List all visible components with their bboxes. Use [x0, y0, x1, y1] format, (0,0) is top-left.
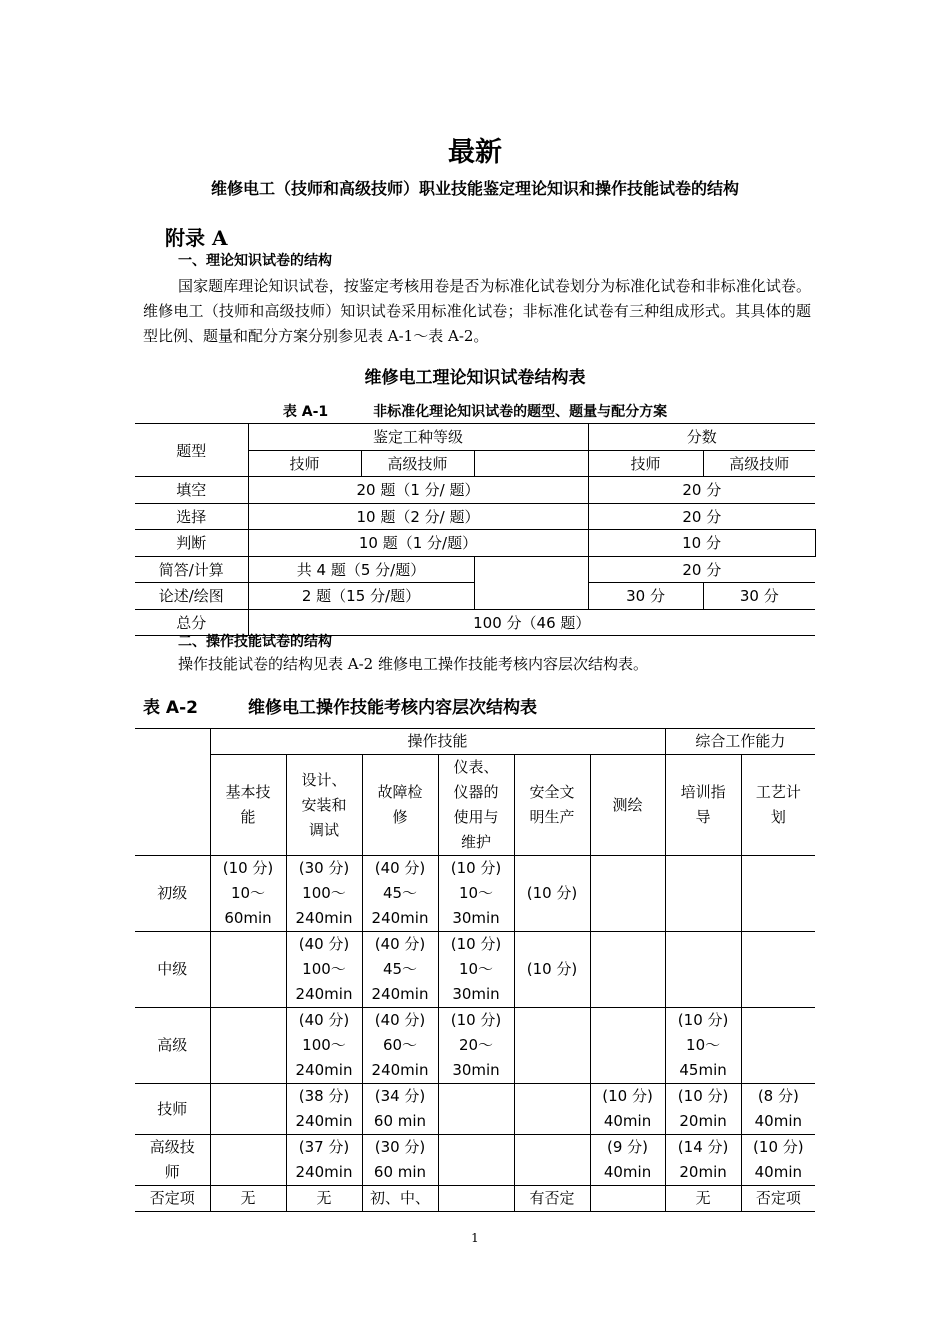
- page-title: 最新: [448, 137, 502, 168]
- score-cell: (10 分) 20min: [665, 1084, 741, 1135]
- table-row: [135, 932, 815, 1008]
- level-cell: 高级: [135, 1008, 210, 1084]
- table-row: [135, 477, 815, 504]
- table-row: [135, 856, 815, 932]
- score-cell: (40 分) 100～ 240min: [286, 932, 362, 1008]
- score-cell: [514, 1084, 590, 1135]
- header-level-blank: [474, 450, 588, 477]
- score-cell: (8 分) 40min: [741, 1084, 815, 1135]
- score-cell: 10 分: [588, 530, 815, 557]
- section1-paragraph: 国家题库理论知识试卷，按鉴定考核用卷是否为标准化试卷划分为标准化试卷和非标准化试卷。维修电工（技师和高级技师）知识试卷采用标准化试卷；非标准化试卷有三种组成形式。其具体的题型比例、题量和配分方案分别参见表 A-1～表 A-2。: [143, 277, 811, 345]
- score-cell: [590, 932, 665, 1008]
- score-cell: 20 分: [588, 503, 815, 530]
- level-cell: 技师: [135, 1084, 210, 1135]
- score-cell: (10 分): [514, 932, 590, 1008]
- score-cell: [438, 1135, 514, 1186]
- column-header: 设计、 安装和 调试: [286, 755, 362, 856]
- score-tech-cell: 30 分: [588, 583, 703, 610]
- page-number: 1: [471, 1231, 479, 1245]
- section1-heading: 一、理论知识试卷的结构: [178, 253, 332, 269]
- score-cell: [590, 1008, 665, 1084]
- count-cell: 20 题（1 分/ 题）: [248, 477, 588, 504]
- table2-caption-number: 表 A-2: [143, 698, 198, 718]
- table1: [135, 423, 816, 636]
- score-cell: (40 分) 45～ 240min: [362, 856, 438, 932]
- table-row: [135, 1186, 815, 1212]
- table-row: [135, 1008, 815, 1084]
- score-cell: [210, 1008, 286, 1084]
- table-row: [135, 424, 815, 451]
- score-cell: 无: [210, 1186, 286, 1212]
- score-cell: (10 分) 40min: [741, 1135, 815, 1186]
- score-cell: 否定项: [741, 1186, 815, 1212]
- column-header: 基本技 能: [210, 755, 286, 856]
- table-row: [135, 729, 815, 755]
- table-row: [135, 1084, 815, 1135]
- score-cell: [438, 1084, 514, 1135]
- score-cell: 无: [665, 1186, 741, 1212]
- score-cell: (10 分) 10～ 30min: [438, 856, 514, 932]
- score-cell: (10 分) 20～ 30min: [438, 1008, 514, 1084]
- score-cell: (10 分) 10～ 60min: [210, 856, 286, 932]
- table1-caption-number: 表 A-1: [282, 404, 329, 420]
- score-cell: (10 分) 40min: [590, 1084, 665, 1135]
- score-cell: 20 分: [588, 556, 815, 583]
- table2: [135, 728, 815, 1212]
- table2-caption: [143, 693, 537, 718]
- score-cell: [438, 1186, 514, 1212]
- score-cell: (40 分) 100～ 240min: [286, 1008, 362, 1084]
- count-cell: 10 题（2 分/ 题）: [248, 503, 588, 530]
- corner-cell: [135, 729, 210, 856]
- type-cell: 填空: [135, 477, 248, 504]
- score-cell: 有否定: [514, 1186, 590, 1212]
- table-row: [135, 530, 815, 557]
- score-cell: 无: [286, 1186, 362, 1212]
- score-cell: [210, 1135, 286, 1186]
- table-row: [135, 556, 815, 583]
- score-cell: (9 分) 40min: [590, 1135, 665, 1186]
- score-cell: 20 分: [588, 477, 815, 504]
- header-score: 分数: [588, 424, 815, 451]
- score-cell: 初、中、: [362, 1186, 438, 1212]
- type-cell: 判断: [135, 530, 248, 557]
- column-header: 工艺计 划: [741, 755, 815, 856]
- score-cell: (10 分) 10～ 45min: [665, 1008, 741, 1084]
- section2-heading: 二、操作技能试卷的结构: [178, 634, 332, 650]
- table-row: [135, 755, 815, 856]
- table1-main-title: 维修电工理论知识试卷结构表: [364, 368, 586, 388]
- header-level-senior: 高级技师: [361, 450, 474, 477]
- count-cell: 10 题（1 分/题）: [248, 530, 588, 557]
- header-level: 鉴定工种等级: [248, 424, 588, 451]
- score-senior-cell: 30 分: [703, 583, 815, 610]
- column-header: 仪表、 仪器的 使用与 维护: [438, 755, 514, 856]
- table1-caption: [0, 401, 950, 421]
- score-cell: (10 分): [514, 856, 590, 932]
- score-cell: [514, 1135, 590, 1186]
- score-cell: [210, 932, 286, 1008]
- level-cell: 初级: [135, 856, 210, 932]
- merged-blank-cell: [474, 556, 588, 609]
- score-cell: (14 分) 20min: [665, 1135, 741, 1186]
- score-cell: (30 分) 60 min: [362, 1135, 438, 1186]
- group-skill-header: 操作技能: [210, 729, 665, 755]
- score-cell: [741, 1008, 815, 1084]
- total-label: 总分: [135, 609, 248, 636]
- count-cell: 2 题（15 分/题）: [248, 583, 474, 610]
- score-cell: [665, 856, 741, 932]
- score-cell: [665, 932, 741, 1008]
- score-cell: (40 分) 60～ 240min: [362, 1008, 438, 1084]
- score-cell: [741, 856, 815, 932]
- score-cell: (38 分) 240min: [286, 1084, 362, 1135]
- score-cell: [514, 1008, 590, 1084]
- count-cell: 共 4 题（5 分/题）: [248, 556, 474, 583]
- column-header: 测绘: [590, 755, 665, 856]
- score-cell: (40 分) 45～ 240min: [362, 932, 438, 1008]
- type-cell: 选择: [135, 503, 248, 530]
- score-cell: (34 分) 60 min: [362, 1084, 438, 1135]
- page-subtitle: 维修电工（技师和高级技师）职业技能鉴定理论知识和操作技能试卷的结构: [210, 179, 739, 198]
- score-cell: (30 分) 100～ 240min: [286, 856, 362, 932]
- score-cell: (37 分) 240min: [286, 1135, 362, 1186]
- score-cell: [741, 932, 815, 1008]
- level-cell: 高级技 师: [135, 1135, 210, 1186]
- table1-caption-text: 非标准化理论知识试卷的题型、题量与配分方案: [373, 404, 668, 420]
- header-level-tech: 技师: [248, 450, 361, 477]
- column-header: 培训指 导: [665, 755, 741, 856]
- table2-caption-text: 维修电工操作技能考核内容层次结构表: [247, 698, 537, 718]
- level-cell: 中级: [135, 932, 210, 1008]
- header-score-tech: 技师: [588, 450, 703, 477]
- score-cell: [210, 1084, 286, 1135]
- header-score-senior: 高级技师: [703, 450, 815, 477]
- column-header: 安全文 明生产: [514, 755, 590, 856]
- group-work-header: 综合工作能力: [665, 729, 815, 755]
- total-value: 100 分（46 题）: [248, 609, 815, 636]
- table-row: [135, 1135, 815, 1186]
- level-cell: 否定项: [135, 1186, 210, 1212]
- type-cell: 简答/计算: [135, 556, 248, 583]
- type-cell: 论述/绘图: [135, 583, 248, 610]
- score-cell: [590, 856, 665, 932]
- score-cell: [590, 1186, 665, 1212]
- section2-paragraph: 操作技能试卷的结构见表 A-2 维修电工操作技能考核内容层次结构表。: [178, 655, 648, 673]
- score-cell: (10 分) 10～ 30min: [438, 932, 514, 1008]
- column-header: 故障检 修: [362, 755, 438, 856]
- appendix-heading: 附录 A: [165, 226, 228, 250]
- header-type: 题型: [135, 424, 248, 477]
- table-row: [135, 503, 815, 530]
